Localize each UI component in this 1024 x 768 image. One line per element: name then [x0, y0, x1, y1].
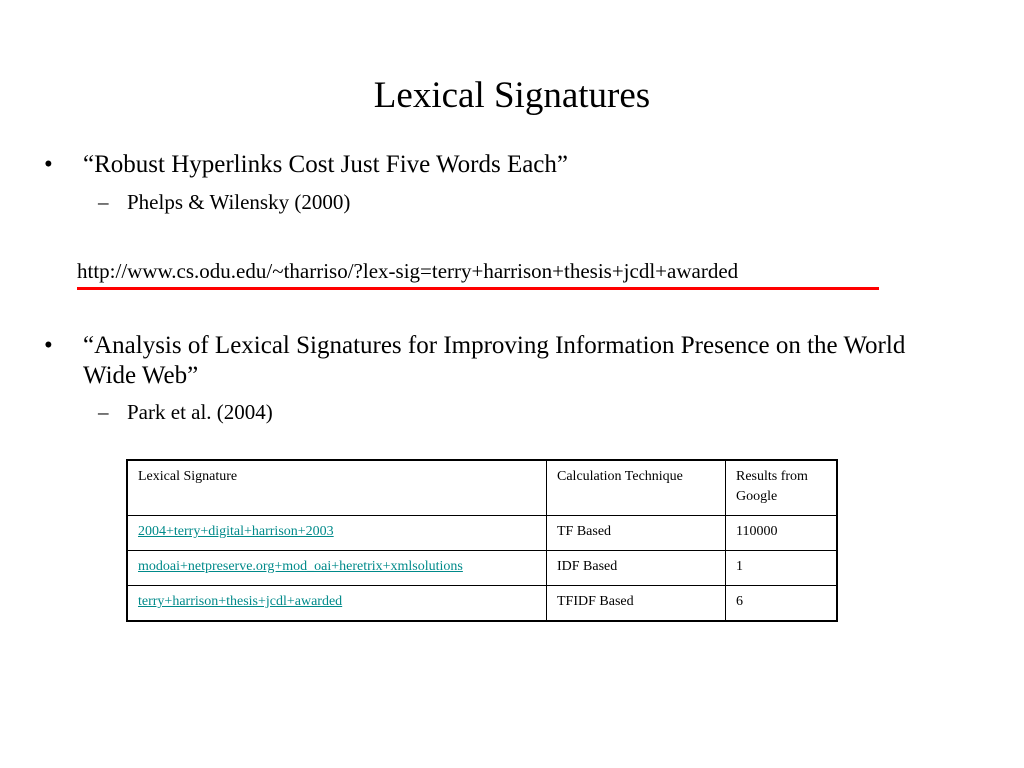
slide-title: Lexical Signatures: [373, 75, 651, 116]
technique-cell: TF Based: [547, 516, 726, 551]
table-row: [127, 516, 837, 551]
bullet-marker: •: [44, 151, 53, 178]
sub-bullet-marker: –: [98, 190, 109, 214]
signature-cell: [127, 516, 547, 551]
lexical-signature-url[interactable]: http://www.cs.odu.edu/~tharriso/?lex-sig=terry+harrison+thesis+jcdl+awarded: [77, 259, 739, 283]
table-row: [127, 551, 837, 586]
signature-link[interactable]: terry+harrison+thesis+jcdl+awarded: [138, 594, 343, 609]
header-calculation-technique: Calculation Technique: [547, 460, 726, 516]
technique-cell: IDF Based: [547, 551, 726, 586]
sub-bullet-text: Park et al. (2004): [127, 400, 273, 424]
signature-link[interactable]: 2004+terry+digital+harrison+2003: [138, 524, 334, 539]
signature-link[interactable]: modoai+netpreserve.org+mod_oai+heretrix+xmlsolutions: [138, 559, 463, 574]
sub-bullet-marker: –: [98, 400, 109, 424]
table-row: [127, 586, 837, 622]
bullet-marker: •: [44, 332, 53, 359]
header-results-from-google: Results from Google: [726, 460, 838, 516]
bullet-text: “Robust Hyperlinks Cost Just Five Words Each”: [83, 151, 568, 178]
header-lexical-signature: Lexical Signature: [127, 460, 547, 516]
sub-bullet-text: Phelps & Wilensky (2000): [127, 190, 351, 214]
results-cell: 110000: [726, 516, 838, 551]
bullet-text: “Analysis of Lexical Signatures for Improving Information Presence on the World Wide Web”: [83, 332, 906, 389]
signature-cell: [127, 586, 547, 622]
table-header-row: [127, 460, 837, 516]
signature-cell: [127, 551, 547, 586]
results-cell: 1: [726, 551, 838, 586]
results-cell: 6: [726, 586, 838, 622]
technique-cell: TFIDF Based: [547, 586, 726, 622]
url-red-underline: [77, 287, 879, 290]
lexical-signature-table: [126, 459, 838, 622]
